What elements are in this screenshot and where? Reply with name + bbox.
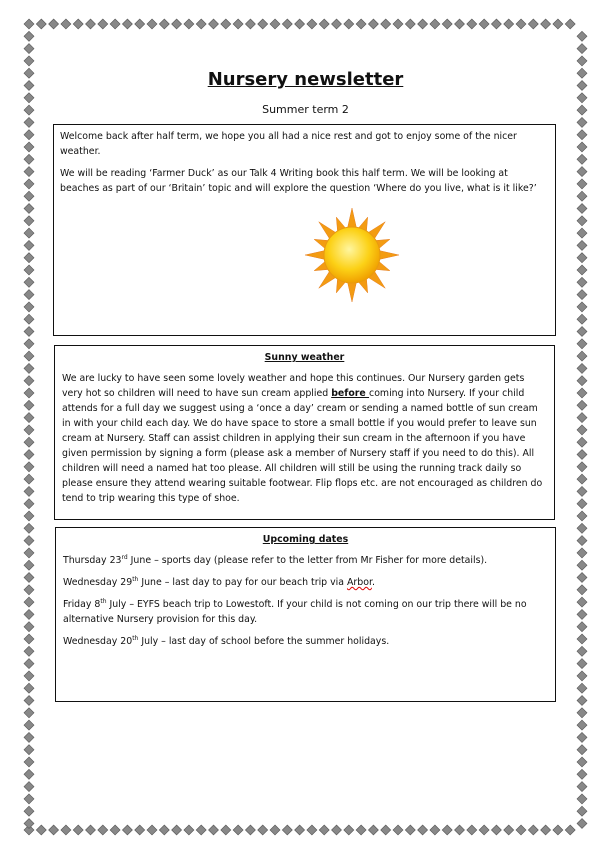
border-diamond (541, 825, 551, 835)
border-diamond (24, 646, 34, 656)
border-diamond (430, 19, 440, 29)
border-diamond (24, 732, 34, 742)
border-diamond (24, 376, 34, 386)
border-diamond (172, 825, 182, 835)
border-diamond (577, 44, 587, 54)
border-diamond (577, 536, 587, 546)
border-diamond (24, 130, 34, 140)
border-diamond (24, 536, 34, 546)
border-diamond (24, 437, 34, 447)
border-diamond (24, 216, 34, 226)
border-diamond (491, 19, 501, 29)
border-diamond (24, 31, 34, 41)
border-diamond (24, 413, 34, 423)
sunny-text-bold: before (331, 388, 370, 399)
date-item: Wednesday 29th June – last day to pay for our beach trip via Arbor. (63, 575, 375, 588)
border-diamond (332, 19, 342, 29)
border-diamond (418, 19, 428, 29)
border-diamond (98, 825, 108, 835)
border-diamond (147, 19, 157, 29)
border-diamond (381, 825, 391, 835)
border-diamond (577, 548, 587, 558)
border-diamond (24, 363, 34, 373)
sunny-weather-section (54, 345, 555, 520)
border-diamond (24, 400, 34, 410)
border-diamond (24, 511, 34, 521)
border-diamond (24, 548, 34, 558)
border-diamond (24, 290, 34, 300)
border-diamond (577, 757, 587, 767)
border-diamond (172, 19, 182, 29)
border-diamond (24, 19, 34, 29)
border-diamond (24, 634, 34, 644)
border-diamond (577, 486, 587, 496)
border-diamond (73, 19, 83, 29)
border-diamond (24, 191, 34, 201)
border-diamond (24, 659, 34, 669)
border-diamond (381, 19, 391, 29)
border-diamond (577, 154, 587, 164)
border-diamond (577, 474, 587, 484)
sun-ray (347, 282, 356, 302)
border-diamond (467, 19, 477, 29)
border-diamond (86, 19, 96, 29)
border-diamond (356, 825, 366, 835)
border-diamond (110, 19, 120, 29)
border-diamond (577, 560, 587, 570)
border-diamond (553, 19, 563, 29)
date-item: Thursday 23rd June – sports day (please refer to the letter from Mr Fisher for more details). (63, 553, 488, 566)
border-diamond (24, 560, 34, 570)
upcoming-dates-section (55, 527, 556, 702)
border-diamond (577, 351, 587, 361)
border-diamond (245, 19, 255, 29)
border-diamond (36, 19, 46, 29)
border-diamond (24, 585, 34, 595)
welcome-paragraph-2: We will be reading ‘Farmer Duck’ as our Talk 4 Writing book this half term. We will be looking at beaches as part of our ‘Britain’ topic and will explore the question ‘Where do you live, what is it like?’ (60, 168, 537, 194)
border-diamond (135, 825, 145, 835)
border-diamond (577, 314, 587, 324)
border-diamond (577, 782, 587, 792)
border-diamond (491, 825, 501, 835)
border-diamond (577, 56, 587, 66)
border-diamond (184, 825, 194, 835)
border-diamond (577, 659, 587, 669)
border-diamond (282, 825, 292, 835)
border-diamond (24, 351, 34, 361)
border-diamond (49, 825, 59, 835)
border-diamond (24, 388, 34, 398)
border-diamond (24, 93, 34, 103)
border-diamond (442, 825, 452, 835)
border-diamond (24, 265, 34, 275)
border-diamond (307, 19, 317, 29)
border-diamond (405, 19, 415, 29)
border-diamond (528, 19, 538, 29)
border-diamond (504, 825, 514, 835)
border-diamond (528, 825, 538, 835)
border-diamond (418, 825, 428, 835)
border-diamond (479, 19, 489, 29)
border-diamond (61, 19, 71, 29)
border-diamond (577, 806, 587, 816)
sunny-text-after: coming into Nursery. If your child attends for a full day we suggest using a ‘once a day’ cream or sending a named bottle of sun cream in with your child each day. We do have space to store a small bottle if you would prefer to leave sun cream at Nursery. Staff can assist children in applying their sun cream in the afternoon if you have given permission by signing a form (please ask a member of Nursery staff if you need to do this). All children will need a named hat too please. All children will still be using the running track daily so please ensure they attend wearing suitable footwear. Flip flops etc. are not encouraged as children do tend to trip wearing this type of shoe. (62, 388, 543, 504)
border-diamond (577, 191, 587, 201)
border-diamond (24, 745, 34, 755)
border-diamond (24, 167, 34, 177)
border-diamond (24, 782, 34, 792)
border-diamond (49, 19, 59, 29)
border-diamond (577, 400, 587, 410)
border-diamond (270, 825, 280, 835)
border-diamond (24, 671, 34, 681)
border-diamond (577, 240, 587, 250)
sun-ray (347, 208, 356, 228)
border-diamond (577, 646, 587, 656)
border-diamond (577, 683, 587, 693)
border-diamond (24, 154, 34, 164)
date-item: Wednesday 20th July – last day of school before the summer holidays. (63, 634, 390, 647)
border-diamond (24, 794, 34, 804)
border-diamond (24, 425, 34, 435)
border-diamond (577, 437, 587, 447)
border-diamond (455, 825, 465, 835)
border-diamond (295, 19, 305, 29)
border-diamond (98, 19, 108, 29)
sun-disc (324, 227, 380, 283)
border-diamond (393, 825, 403, 835)
border-diamond (577, 732, 587, 742)
border-diamond (319, 825, 329, 835)
border-diamond (24, 769, 34, 779)
border-diamond (24, 179, 34, 189)
border-diamond (24, 228, 34, 238)
border-diamond (504, 19, 514, 29)
border-diamond (24, 622, 34, 632)
border-diamond (577, 511, 587, 521)
border-diamond (516, 19, 526, 29)
border-diamond (24, 720, 34, 730)
border-diamond (577, 597, 587, 607)
border-diamond (430, 825, 440, 835)
border-diamond (577, 216, 587, 226)
border-diamond (209, 19, 219, 29)
border-diamond (577, 265, 587, 275)
border-diamond (24, 204, 34, 214)
sun-ray (305, 250, 325, 259)
border-diamond (577, 696, 587, 706)
border-diamond (24, 117, 34, 127)
border-diamond (24, 696, 34, 706)
border-diamond (577, 142, 587, 152)
border-diamond (122, 825, 132, 835)
border-diamond (577, 634, 587, 644)
border-diamond (577, 376, 587, 386)
border-diamond (565, 825, 575, 835)
border-diamond (24, 597, 34, 607)
border-diamond (122, 19, 132, 29)
border-diamond (577, 425, 587, 435)
border-diamond (295, 825, 305, 835)
border-diamond (577, 794, 587, 804)
border-diamond (258, 19, 268, 29)
border-diamond (577, 609, 587, 619)
border-diamond (24, 142, 34, 152)
sunny-weather-heading: Sunny weather (264, 352, 345, 363)
border-diamond (577, 339, 587, 349)
border-diamond (577, 769, 587, 779)
border-diamond (577, 302, 587, 312)
border-diamond (577, 204, 587, 214)
border-diamond (516, 825, 526, 835)
border-diamond (577, 327, 587, 337)
border-diamond (577, 585, 587, 595)
border-diamond (24, 499, 34, 509)
border-diamond (577, 819, 587, 829)
border-diamond (577, 388, 587, 398)
welcome-section (53, 124, 556, 336)
page-subtitle: Summer term 2 (262, 103, 349, 116)
border-diamond (577, 179, 587, 189)
border-diamond (24, 757, 34, 767)
border-diamond (270, 19, 280, 29)
border-diamond (24, 708, 34, 718)
border-diamond (61, 825, 71, 835)
border-diamond (233, 19, 243, 29)
border-diamond (233, 825, 243, 835)
border-diamond (455, 19, 465, 29)
border-diamond (577, 277, 587, 287)
border-diamond (577, 745, 587, 755)
border-diamond (110, 825, 120, 835)
border-diamond (577, 523, 587, 533)
border-diamond (135, 19, 145, 29)
border-diamond (344, 825, 354, 835)
border-diamond (24, 240, 34, 250)
border-diamond (24, 819, 34, 829)
border-diamond (159, 825, 169, 835)
border-diamond (356, 19, 366, 29)
border-diamond (577, 622, 587, 632)
border-diamond (577, 93, 587, 103)
border-diamond (479, 825, 489, 835)
sun-icon (304, 207, 400, 303)
border-diamond (577, 450, 587, 460)
border-diamond (221, 825, 231, 835)
border-diamond (221, 19, 231, 29)
border-diamond (24, 44, 34, 54)
border-diamond (24, 609, 34, 619)
border-diamond (24, 314, 34, 324)
border-diamond (245, 825, 255, 835)
border-diamond (24, 302, 34, 312)
border-diamond (24, 486, 34, 496)
border-diamond (577, 708, 587, 718)
border-diamond (577, 31, 587, 41)
border-diamond (332, 825, 342, 835)
border-diamond (577, 573, 587, 583)
arbor-link[interactable]: Arbor (346, 577, 372, 588)
border-diamond (467, 825, 477, 835)
border-diamond (577, 253, 587, 263)
border-diamond (577, 130, 587, 140)
border-diamond (24, 474, 34, 484)
border-diamond (577, 413, 587, 423)
border-diamond (24, 683, 34, 693)
border-diamond (344, 19, 354, 29)
border-diamond (577, 228, 587, 238)
border-diamond (159, 19, 169, 29)
upcoming-dates-heading: Upcoming dates (262, 534, 349, 545)
border-diamond (442, 19, 452, 29)
date-item: Friday 8th July – EYFS beach trip to Lowestoft. If your child is not coming on our trip there will be no alternative Nursery provision for this day. (63, 597, 527, 625)
border-diamond (196, 825, 206, 835)
border-diamond (24, 573, 34, 583)
border-diamond (196, 19, 206, 29)
welcome-paragraph-1: Welcome back after half term, we hope you all had a nice rest and got to enjoy some of the nicer weather. (60, 131, 517, 157)
border-diamond (24, 339, 34, 349)
border-diamond (565, 19, 575, 29)
border-diamond (577, 290, 587, 300)
border-diamond (577, 117, 587, 127)
border-diamond (24, 56, 34, 66)
border-diamond (24, 450, 34, 460)
border-diamond (368, 825, 378, 835)
border-diamond (73, 825, 83, 835)
border-diamond (577, 462, 587, 472)
border-diamond (577, 363, 587, 373)
border-diamond (24, 806, 34, 816)
border-diamond (577, 671, 587, 681)
border-diamond (258, 825, 268, 835)
border-diamond (86, 825, 96, 835)
border-diamond (36, 825, 46, 835)
sunny-weather-text (62, 371, 547, 506)
border-diamond (24, 327, 34, 337)
border-diamond (184, 19, 194, 29)
border-diamond (147, 825, 157, 835)
sun-ray (379, 250, 399, 259)
border-diamond (577, 499, 587, 509)
sunny-text-before: We are lucky to have seen some lovely weather and hope this continues. Our Nursery garden gets very hot so children will need to have sun cream applied (62, 373, 525, 399)
page-title: Nursery newsletter (207, 69, 404, 90)
border-diamond (541, 19, 551, 29)
border-diamond (319, 19, 329, 29)
border-diamond (24, 277, 34, 287)
border-diamond (405, 825, 415, 835)
border-diamond (209, 825, 219, 835)
border-diamond (577, 720, 587, 730)
border-diamond (307, 825, 317, 835)
border-diamond (24, 462, 34, 472)
border-diamond (393, 19, 403, 29)
border-diamond (282, 19, 292, 29)
border-diamond (553, 825, 563, 835)
border-diamond (24, 253, 34, 263)
border-diamond (24, 523, 34, 533)
border-diamond (368, 19, 378, 29)
border-diamond (577, 167, 587, 177)
